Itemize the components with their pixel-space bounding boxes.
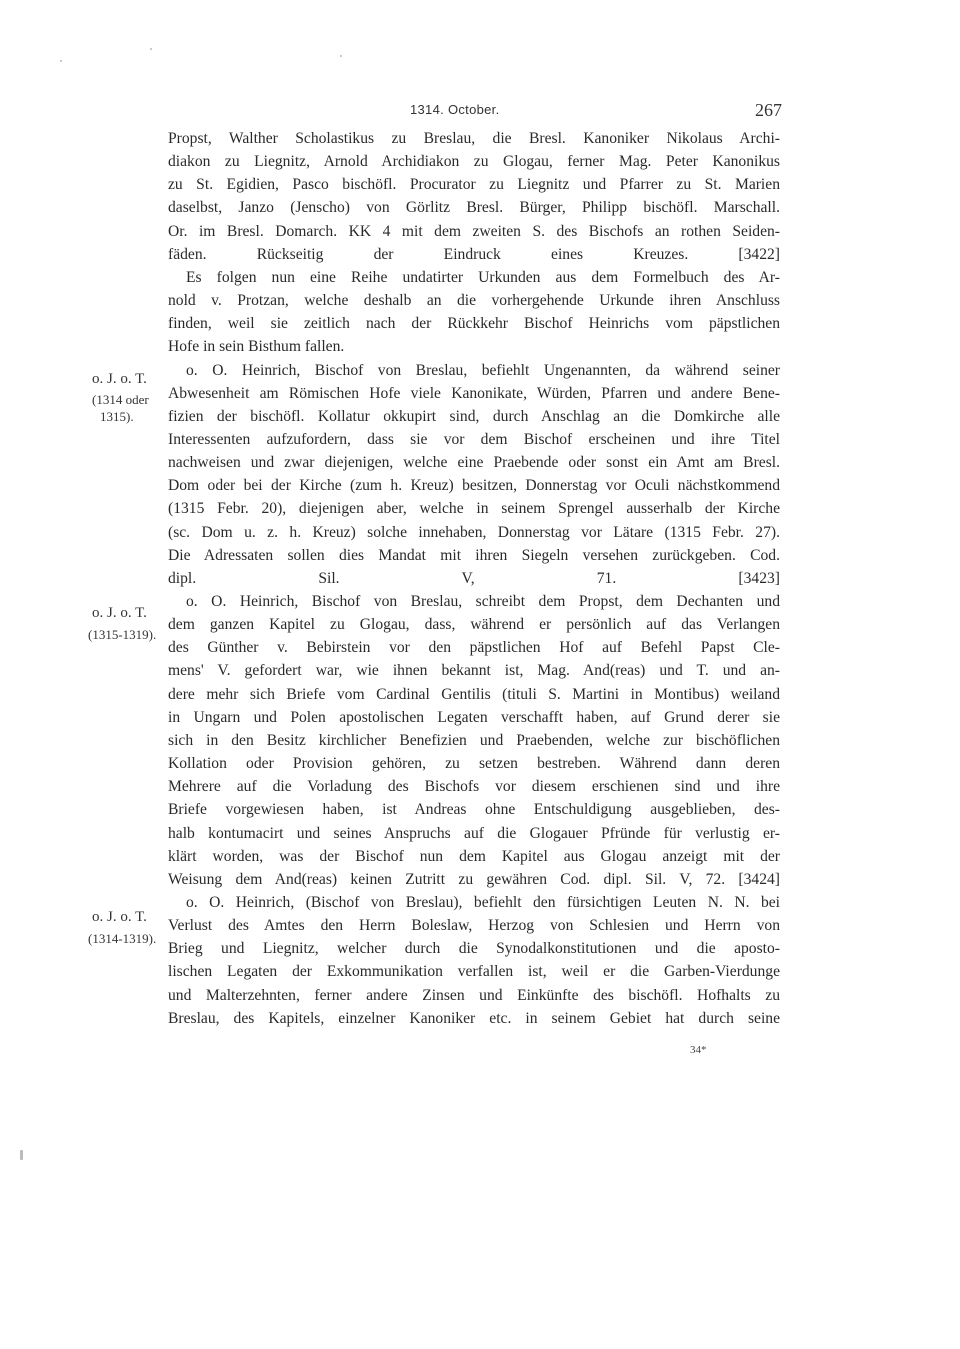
text-line: lischen Legaten der Exkommunikation verfallen ist, weil er die Garben-Vierdunge bbox=[168, 963, 780, 981]
text-line: Breslau, des Kapitels, einzelner Kanoniker etc. in seinem Gebiet hat durch seine bbox=[168, 1009, 780, 1027]
text-line: klärt worden, was der Bischof nun dem Kapitel aus Glogau anzeigt mit der bbox=[168, 847, 780, 865]
text-line: nachweisen und zwar diejenigen, welche eine Praebende oder sonst ein Amt am Bresl. bbox=[168, 454, 780, 472]
text-line: zu St. Egidien, Pasco bischöfl. Procurator zu Liegnitz und Pfarrer zu St. Marien bbox=[168, 176, 780, 194]
running-title: 1314. October. bbox=[410, 102, 500, 117]
text-line: Propst, Walther Scholastikus zu Breslau, die Bresl. Kanoniker Nikolaus Archi- bbox=[168, 130, 780, 147]
text-line: finden, weil sie zeitlich nach der Rückkehr Bischof Heinrichs vom päpstlichen bbox=[168, 315, 780, 333]
scan-speck bbox=[60, 60, 62, 62]
margin-date-note: (1314 oder bbox=[92, 392, 149, 407]
text-line: (sc. Dom u. z. h. Kreuz) solche innehaben, Donnerstag vor Lätare (1315 Febr. 27). bbox=[168, 523, 780, 541]
text-line: in Ungarn und Polen apostolischen Legaten verschafft haben, auf Grund derer sie bbox=[168, 708, 780, 726]
margin-date-note: o. J. o. T. bbox=[92, 371, 147, 387]
page-number: 267 bbox=[755, 100, 782, 120]
text-line: Es folgen nun eine Reihe undatirter Urkunden aus dem Formelbuch des Ar- bbox=[186, 268, 780, 286]
text-line: o. O. Heinrich, Bischof von Breslau, befiehlt Ungenannten, da während seiner bbox=[186, 361, 780, 379]
scan-speck bbox=[150, 48, 152, 50]
text-line: sich in den Besitz kirchlicher Benefizien und Praebenden, welche zur bischöflichen bbox=[168, 731, 780, 749]
text-line: Or. im Bresl. Domarch. KK 4 mit dem zweiten S. des Bischofs an rothen Seiden- bbox=[168, 222, 780, 240]
text-line: Briefe vorgewiesen haben, ist Andreas ohne Entschuldigung ausgeblieben, des- bbox=[168, 801, 780, 819]
text-line: diakon zu Liegnitz, Arnold Archidiakon zu Glogau, ferner Mag. Peter Kanonikus bbox=[168, 153, 780, 171]
margin-date-note: o. J. o. T. bbox=[92, 909, 147, 925]
text-line: fäden. Rückseitig der Eindruck eines Kreuzes. [3422] bbox=[168, 245, 780, 263]
margin-date-note: (1314-1319). bbox=[88, 931, 157, 946]
text-line: Die Adressaten sollen dies Mandat mit ihren Siegeln versehen zurückgeben. Cod. bbox=[168, 546, 780, 564]
margin-date-note: (1315-1319). bbox=[88, 627, 157, 642]
text-line: o. O. Heinrich, Bischof von Breslau, schreibt dem Propst, dem Dechanten und bbox=[186, 593, 780, 610]
text-line: Interessenten aufzufordern, dass sie vor dem Bischof erscheinen und ihre Titel bbox=[168, 430, 780, 448]
text-line: des Günther v. Bebirstein vor den päpstlichen Hof auf Befehl Papst Cle- bbox=[168, 639, 780, 657]
text-line: Hofe in sein Bisthum fallen. bbox=[168, 338, 345, 356]
text-line: Abwesenheit am Römischen Hofe viele Kanonikate, Würden, Pfarren und andere Bene- bbox=[168, 384, 780, 402]
scan-speck bbox=[340, 55, 342, 57]
scan-speck bbox=[20, 1150, 23, 1160]
text-line: dere mehr sich Briefe vom Cardinal Gentilis (tituli S. Martini in Montibus) weiland bbox=[168, 685, 780, 703]
text-line: halb kontumacirt und seines Anspruchs auf die Glogauer Pfründe für verlustig er- bbox=[168, 824, 780, 842]
text-line: daselbst, Janzo (Jenscho) von Görlitz Bresl. Bürger, Philipp bischöfl. Marschall. bbox=[168, 199, 780, 217]
text-line: mens' V. gefordert war, wie ihnen bekannt ist, Mag. And(reas) und T. und an- bbox=[168, 662, 780, 680]
text-line: Weisung dem And(reas) keinen Zutritt zu gewähren Cod. dipl. Sil. V, 72. [3424] bbox=[168, 870, 780, 888]
text-line: Verlust des Amtes den Herrn Boleslaw, Herzog von Schlesien und Herrn von bbox=[168, 917, 780, 935]
text-line: und Malterzehnten, ferner andere Zinsen und Einkünfte des bischöfl. Hofhalts zu bbox=[168, 986, 780, 1004]
signature-mark: 34* bbox=[690, 1044, 707, 1056]
text-line: dipl. Sil. V, 71. [3423] bbox=[168, 569, 780, 587]
page-header bbox=[0, 100, 960, 124]
text-line: Dom oder bei der Kirche (zum h. Kreuz) besitzen, Donnerstag vor Oculi nächstkommend bbox=[168, 477, 780, 495]
margin-date-note: 1315). bbox=[100, 409, 134, 424]
text-line: dem ganzen Kapitel zu Glogau, dass, während er persönlich auf das Verlangen bbox=[168, 616, 780, 634]
text-line: Kollation oder Provision gehören, zu setzen bestreben. Während dann deren bbox=[168, 755, 780, 773]
text-line: (1315 Febr. 20), diejenigen aber, welche in seinem Sprengel ausserhalb der Kirche bbox=[168, 500, 780, 518]
text-line: Brieg und Liegnitz, welcher durch die Synodalkonstitutionen und die aposto- bbox=[168, 940, 780, 958]
text-line: Mehrere auf die Vorladung des Bischofs vor diesem erschienen sind und ihre bbox=[168, 778, 780, 796]
text-line: fizien der bischöfl. Kollatur okkupirt sind, durch Anschlag an die Domkirche alle bbox=[168, 407, 780, 425]
text-line: nold v. Protzan, welche deshalb an die vorhergehende Urkunde ihren Anschluss bbox=[168, 292, 780, 310]
text-line: o. O. Heinrich, (Bischof von Breslau), befiehlt den fürsichtigen Leuten N. N. bei bbox=[186, 893, 780, 911]
margin-date-note: o. J. o. T. bbox=[92, 605, 147, 621]
